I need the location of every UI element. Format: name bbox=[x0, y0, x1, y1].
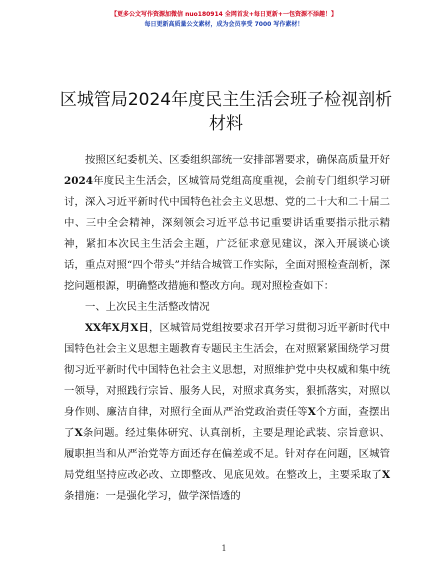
section-heading: 一、上次民主生活整改情况 bbox=[85, 301, 210, 313]
page-number: 1 bbox=[221, 544, 227, 553]
banner-line-1: 【更多公文写作资源加微信 nuo180914 全网首发+每日更新+一包资源不添趣！】 bbox=[111, 11, 337, 18]
header-banner bbox=[0, 0, 448, 46]
section-text-d: 条措施：一是强化学习，做学深悟透的 bbox=[64, 490, 241, 502]
intro-text-2: 年度民主生活会，区城管局党组高度重视，会前专门组织学习研讨，深入习近平新时代中国特色社会主义思想、党的二十大和二十届二中、三中全会精神，深刻领会习近平总书记重要讲话重要指示批示精神，紧扣本次民主生活会主题，广泛征求意见建议，深入开展谈心谈话，重点对照“四个带头”并结合城管工作实际，全面对照检查剖析，深挖问题根源，明确整改措施和整改方向。现对照检查如下： bbox=[64, 175, 390, 292]
issue-count: X bbox=[74, 427, 83, 439]
section-paragraph bbox=[64, 318, 390, 507]
meeting-date: XX年X月X日 bbox=[85, 322, 149, 334]
intro-year: 2024 bbox=[64, 175, 93, 187]
section-text-b: 个方面，查摆出了 bbox=[64, 406, 390, 439]
section-text-c: 条问题。经过集体研究、认真剖析，主要是理论武装、宗旨意识、履职担当和从严治党等方面还存在偏差或不足。针对存在问题，区城管局党组坚持应改必改、立即整改、见底见效。在整改上，主要采取了 bbox=[64, 427, 391, 481]
banner-line-2: 每日更新高质量公文素材，成为会员享受 7000 写作素材！ bbox=[144, 21, 304, 28]
intro-text-1: 按照区纪委机关、区委组织部统一安排部署要求，确保高质量开好 bbox=[85, 154, 390, 166]
intro-paragraph bbox=[64, 150, 390, 297]
measure-count: X bbox=[381, 469, 390, 481]
document-body bbox=[64, 150, 390, 507]
section-text-a: ，区城管局党组按要求召开学习贯彻习近平新时代中国特色社会主义思想主题教育专题民主生活会，在对照紧紧围绕学习贯彻习近平新时代中国特色社会主义思想，对照维护党中央权威和集中统一领导，对照践行宗旨、服务人民，对照求真务实，狠抓落实，对照以身作则、廉洁自律，对照行全面从严治党政治责任等 bbox=[64, 322, 391, 418]
document-title: 区城管局2024年度民主生活会班子检视剖析材料 bbox=[59, 90, 393, 134]
aspect-count: X bbox=[307, 406, 316, 418]
